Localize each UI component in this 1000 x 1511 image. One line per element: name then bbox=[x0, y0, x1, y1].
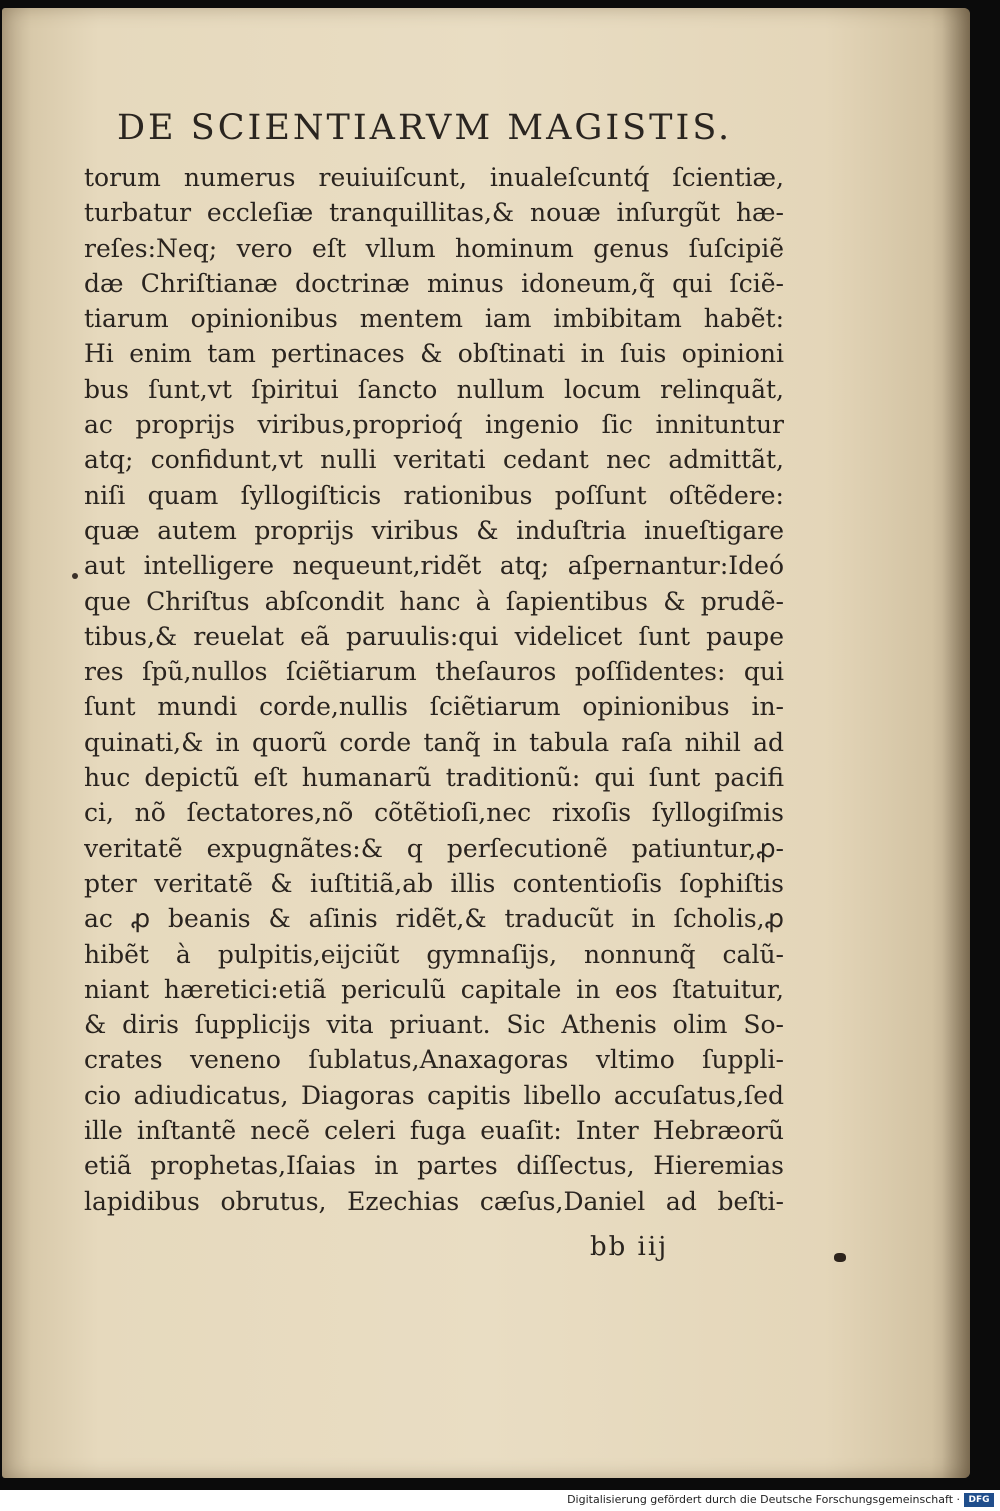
text-line: tiarum opinionibus mentem iam imbibitam habẽt: bbox=[84, 304, 784, 334]
text-line: reſes:Neq; vero eſt vllum hominum genus ſuſcipiẽ bbox=[84, 233, 784, 263]
text-line: tibus,& reuelat eã paruulis:qui videlicet ſunt paupe bbox=[84, 621, 784, 651]
text-line: torum numerus reuiuiſcunt, inualeſcuntq́ ſcientiæ, bbox=[84, 163, 784, 192]
margin-dot-mark bbox=[72, 573, 78, 579]
text-line: ac proprijs viribus,proprioq́ ingenio ſic innituntur bbox=[84, 410, 784, 440]
text-line: atq; confidunt,vt nulli veritati cedant nec admittãt, bbox=[84, 445, 784, 475]
text-line: lapidibus obrutus, Ezechias cæſus,Daniel ad beſti- bbox=[84, 1186, 784, 1216]
text-line: huc depictũ eſt humanarũ traditionũ: qui ſunt pacifi bbox=[84, 763, 784, 793]
footer-bar bbox=[0, 1490, 1000, 1511]
text-line: quinati,& in quorũ corde tanq̃ in tabula raſa nihil ad bbox=[84, 727, 784, 757]
text-line: ille inſtantẽ necẽ celeri fuga euaſit: Inter Hebræorũ bbox=[84, 1116, 784, 1146]
text-line: quæ autem proprijs viribus & induſtria inueſtigare bbox=[84, 515, 784, 545]
signature-mark: bb iij bbox=[590, 1232, 669, 1262]
text-line: cio adiudicatus, Diagoras capitis libello accuſatus,ſed bbox=[84, 1080, 784, 1110]
text-line: ac ꝓ beanis & aſinis ridẽt,& traducũt in ſcholis,ꝓ bbox=[84, 904, 784, 934]
text-line: dæ Chriſtianæ doctrinæ minus idoneum,q̃ qui ſciẽ- bbox=[84, 268, 784, 298]
text-line: niſi quam ſyllogiſticis rationibus poſſunt oſtẽdere: bbox=[84, 480, 784, 510]
text-line: crates veneno ſublatus,Anaxagoras vltimo ſuppli- bbox=[84, 1045, 784, 1075]
text-line: niant hæretici:etiã periculũ capitale in eos ſtatuitur, bbox=[84, 974, 784, 1004]
text-line: hibẽt à pulpitis,eijciũt gymnaſijs, nonnunq̃ calũ- bbox=[84, 939, 784, 969]
text-line: ſunt mundi corde,nullis ſciẽtiarum opinionibus in- bbox=[84, 692, 784, 722]
book-page bbox=[2, 8, 970, 1478]
text-line: etiã prophetas,Iſaias in partes diſſectus, Hieremias bbox=[84, 1151, 784, 1181]
ink-blot-mark bbox=[834, 1253, 846, 1262]
text-line: & diris ſupplicijs vita priuant. Sic Athenis olim So- bbox=[84, 1010, 784, 1040]
text-line: turbatur eccleſiæ tranquillitas,& nouæ inſurgũt hæ- bbox=[84, 198, 784, 228]
dfg-logo-icon: DFG bbox=[964, 1493, 994, 1507]
text-line: aut intelligere nequeunt,ridẽt atq; aſpernantur:Ideó bbox=[84, 551, 784, 581]
text-line: bus ſunt,vt ſpiritui ſancto nullum locum relinquãt, bbox=[84, 374, 784, 404]
text-line: Hi enim tam pertinaces & obſtinati in ſuis opinioni bbox=[84, 339, 784, 369]
text-line: que Chriſtus abſcondit hanc à ſapientibus & prudẽ- bbox=[84, 586, 784, 616]
running-head: DE SCIENTIARVM MAGISTIS. bbox=[117, 108, 733, 148]
text-line: ci, nõ ſectatores,nõ cõtẽtioſi,nec rixoſis ſyllogiſmis bbox=[84, 798, 784, 828]
text-line: res ſpũ,nullos ſciẽtiarum theſauros poſſidentes: qui bbox=[84, 657, 784, 687]
body-text bbox=[84, 160, 784, 1219]
funding-credit: Digitalisierung gefördert durch die Deutsche Forschungsgemeinschaft · bbox=[567, 1493, 960, 1506]
text-line: pter veritatẽ & iuſtitiã,ab illis contentioſis ſophiſtis bbox=[84, 868, 784, 898]
text-line: veritatẽ expugnãtes:& q perſecutionẽ patiuntur,ꝓ- bbox=[84, 833, 784, 863]
